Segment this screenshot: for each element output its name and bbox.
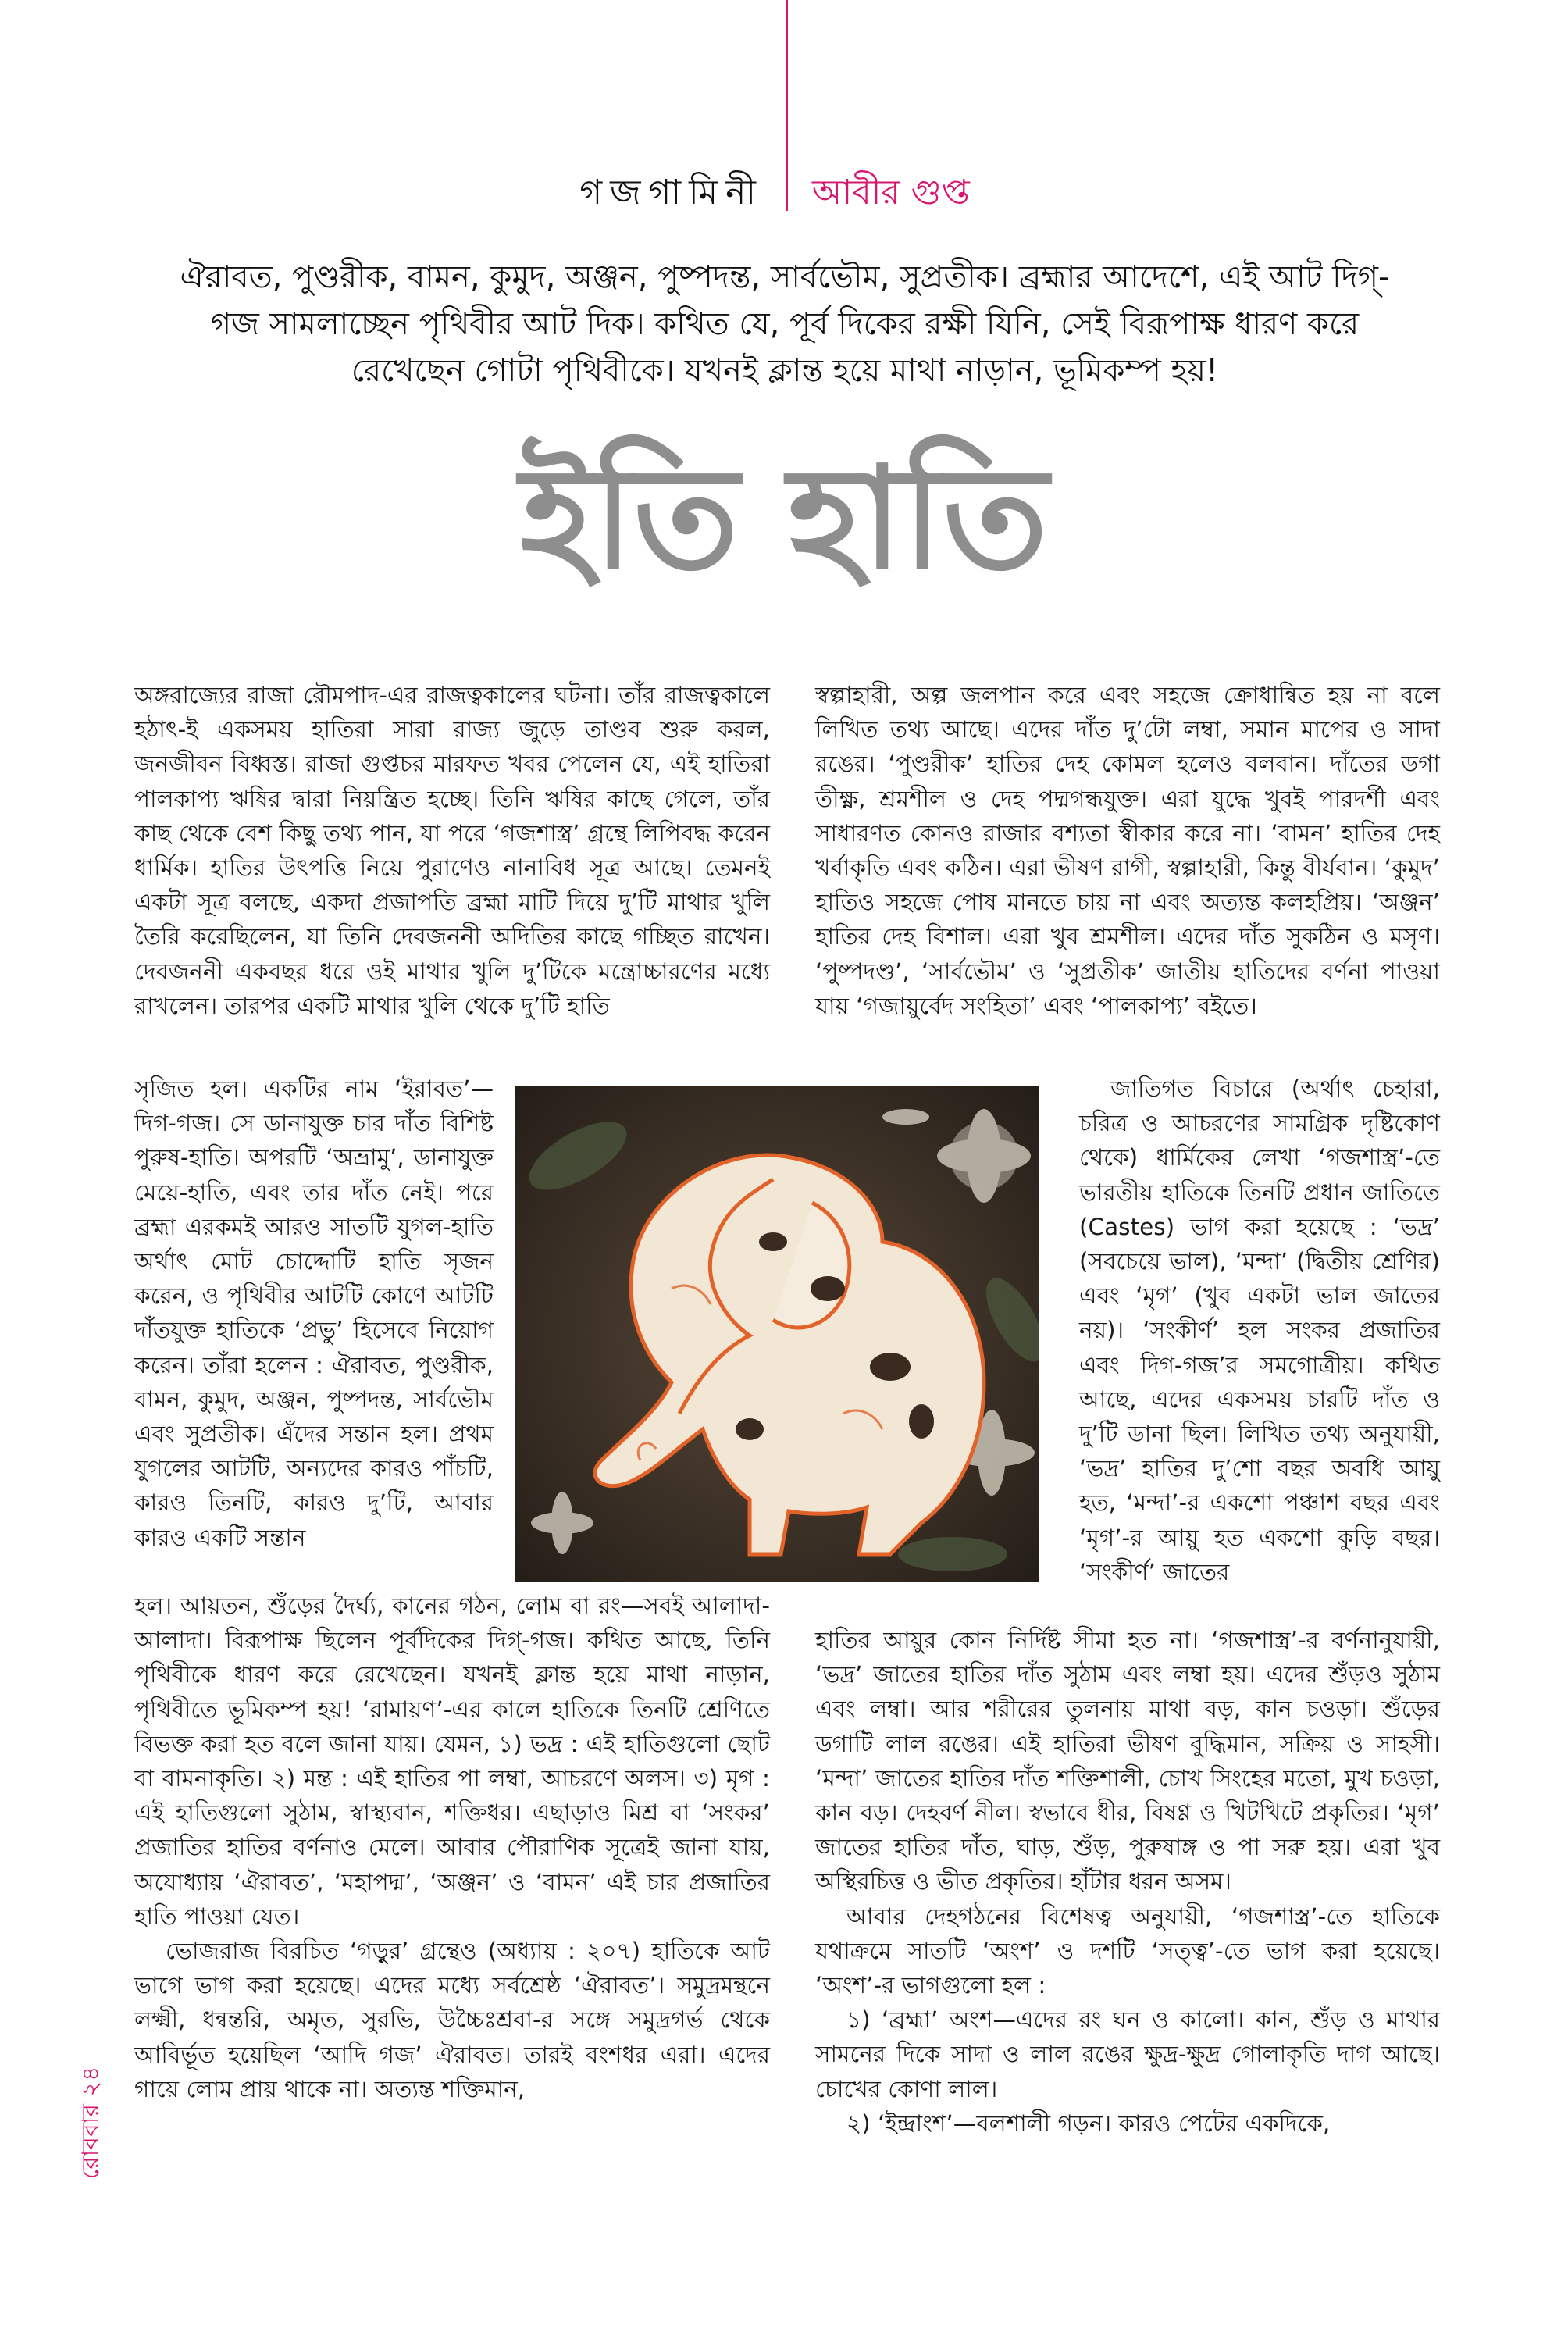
paragraph: হল। আয়তন, শুঁড়ের দৈর্ঘ্য, কানের গঠন, লোম বা রং—সবই আলাদা-আলাদা। বিরূপাক্ষ ছিলেন পূর্বদিকের দিগ্-গজ। কথিত আছে, তিনি পৃথিবীকে ধারণ করে রেখেছেন। যখনই ক্লান্ত হয়ে মাথা নাড়ান, পৃথিবীতে ভূমিকম্প হয়! ‘রামায়ণ’-এর কালে হাতিকে তিনটি শ্রেণিতে বিভক্ত করা হত বলে জানা যায়। যেমন, ১) ভদ্র : এই হাতিগুলো ছোট বা বামনাকৃতি। ২) মন্ত : এই হাতির পা লম্বা, আচরণে অলস। ৩) মৃগ : এই হাতিগুলো সুঠাম, স্বাস্থ্যবান, শক্তিধর। এছাড়াও মিশ্র বা ‘সংকর’ প্রজাতির হাতির বর্ণনাও মেলে। আবার পৌরাণিক সূত্রেই জানা যায়, অযোধ্যায় ‘ঐরাবত’, ‘মহাপদ্ম’, ‘অঞ্জন’ ও ‘বামন’ এই চার প্রজাতির হাতি পাওয়া যেত। [134, 1592, 770, 1930]
paragraph: ভোজরাজ বিরচিত ‘গড়ুর’ গ্রন্থেও (অধ্যায় : ২০৭) হাতিকে আট ভাগে ভাগ করা হয়েছে। এদের মধ্যে সর্বশ্রেষ্ঠ ‘ঐরাবত’। সমুদ্রমন্থনে লক্ষ্মী, ধন্বন্তরি, অমৃত, সুরভি, উচ্চৈঃশ্রবা-র সঙ্গে সমুদ্রগর্ভ থেকে আবির্ভূত হয়েছিল ‘আদি গজ’ ঐরাবত। তারই বংশধর এরা। এদের গায়ে লোম প্রায় থাকে না। অত্যন্ত শক্তিমান, [134, 1938, 770, 2102]
elephant-painting [515, 1086, 1039, 1582]
column-1-wrap [134, 1072, 494, 1555]
article-title: ইতি হাতি [519, 437, 1049, 601]
paragraph: হাতির আয়ুর কোন নির্দিষ্ট সীমা হত না। ‘গজশাস্ত্র’-র বর্ণনানুযায়ী, ‘ভদ্র’ জাতের হাতির দাঁত সুঠাম এবং লম্বা হয়। এদের শুঁড়ও সুঠাম এবং লম্বা। আর শরীরের তুলনায় মাথা বড়, কান চওড়া। শুঁড়ের ডগাটি লাল রঙের। এই হাতিরা ভীষণ বুদ্ধিমান, সক্রিয় ও সাহসী। ‘মন্দা’ জাতের হাতির দাঁত শক্তিশালী, চোখ সিংহের মতো, মুখ চওড়া, কান বড়। দেহবর্ণ নীল। স্বভাবে ধীর, বিষণ্ণ ও খিটখিটে প্রকৃতির। ‘মৃগ’ জাতের হাতির দাঁত, ঘাড়, শুঁড়, পুরুষাঙ্গ ও পা সরু হয়। এরা খুব অস্থিরচিত্ত ও ভীত প্রকৃতির। হাঁটার ধরন অসম। [815, 1627, 1440, 1895]
column-2-top [815, 678, 1440, 1023]
series-name: গজগামিনী [579, 173, 764, 212]
column-1-bottom [134, 1589, 770, 2106]
paragraph: সৃজিত হল। একটির নাম ‘ইরাবত’—দিগ-গজ। সে ডানাযুক্ত চার দাঁত বিশিষ্ট পুরুষ-হাতি। অপরটি ‘অভ্রামু’, ডানাযুক্ত মেয়ে-হাতি, এবং তার দাঁত নেই। পরে ব্রহ্মা এরকমই আরও সাতটি যুগল-হাতি অর্থাৎ মোট চোদ্দোটি হাতি সৃজন করেন, ও পৃথিবীর আটটি কোণে আটটি দাঁতযুক্ত হাতিকে ‘প্রভু’ হিসেবে নিয়োগ করেন। তাঁরা হলেন : ঐরাবত, পুণ্ডরীক, বামন, কুমুদ, অঞ্জন, পুষ্পদন্ত, সার্বভৌম এবং সুপ্রতীক। এঁদের সন্তান হল। প্রথম যুগলের আটটি, অন্যদের কারও পাঁচটি, কারও তিনটি, কারও দু’টি, আবার কারও একটি সন্তান [134, 1075, 494, 1551]
paragraph: জাতিগত বিচারে (অর্থাৎ চেহারা, চরিত্র ও আচরণের সামগ্রিক দৃষ্টিকোণ থেকে) ধার্মিকের লেখা ‘গজশাস্ত্র’-তে ভারতীয় হাতিকে তিনটি প্রধান জাতিতে (Castes) ভাগ করা হয়েছে : ‘ভদ্র’ (সবচেয়ে ভাল), ‘মন্দা’ (দ্বিতীয় শ্রেণির) এবং ‘মৃগ’ (খুব একটা ভাল জাতের নয়)। ‘সংকীর্ণ’ হল সংকর প্রজাতির এবং দিগ-গজ’র সমগোত্রীয়। কথিত আছে, এদের একসময় চারটি দাঁত ও দু’টি ডানা ছিল। লিখিত তথ্য অনুযায়ী, ‘ভদ্র’ হাতির দু’শো বছর অবধি আয়ু হত, ‘মন্দা’-র একশো পঞ্চাশ বছর এবং ‘মৃগ’-র আয়ু হত একশো কুড়ি বছর। ‘সংকীর্ণ’ জাতের [1079, 1075, 1440, 1585]
article-heading [0, 160, 1568, 223]
column-2-bottom [815, 1623, 1440, 2141]
paragraph: ১) ‘ব্রহ্মা’ অংশ—এদের রং ঘন ও কালো। কান, শুঁড় ও মাথার সামনের দিকে সাদা ও লাল রঙের ক্ষুদ্র-ক্ষুদ্র গোলাকৃতি দাগ আছে। চোখের কোণা লাল। [815, 2006, 1440, 2102]
elephant-painting-graphic [515, 1086, 1039, 1582]
column-2-wrap [1079, 1072, 1440, 1589]
paragraph: আবার দেহগঠনের বিশেষত্ব অনুযায়ী, ‘গজশাস্ত্র’-তে হাতিকে যথাক্রমে সাতটি ‘অংশ’ ও দশটি ‘সত্ত্ব’-তে ভাগ করা হয়েছে। ‘অংশ’-র ভাগগুলো হল : [815, 1902, 1440, 1999]
column-1-top [134, 678, 770, 1023]
lead-paragraph: ঐরাবত, পুণ্ডরীক, বামন, কুমুদ, অঞ্জন, পুষ্পদন্ত, সার্বভৌম, সুপ্রতীক। ব্রহ্মার আদেশে, এই আট দিগ্-গজ সামলাচ্ছেন পৃথিবীর আট দিক। কথিত যে, পূর্ব দিকের রক্ষী যিনি, সেই বিরূপাক্ষ ধারণ করে রেখেছেন গোটা পৃথিবীকে। যখনই ক্লান্ত হয়ে মাথা নাড়ান, ভূমিকম্প হয়! [180, 259, 1390, 389]
paragraph: অঙ্গরাজ্যের রাজা রৌমপাদ-এর রাজত্বকালের ঘটনা। তাঁর রাজত্বকালে হঠাৎ-ই একসময় হাতিরা সারা রাজ্য জুড়ে তাণ্ডব শুরু করল, জনজীবন বিধ্বস্ত। রাজা গুপ্তচর মারফত খবর পেলেন যে, এই হাতিরা পালকাপ্য ঋষির দ্বারা নিয়ন্ত্রিত হচ্ছে। তিনি ঋষির কাছে গেলে, তাঁর কাছ থেকে বেশ কিছু তথ্য পান, যা পরে ‘গজশাস্ত্র’ গ্রন্থে লিপিবদ্ধ করেন ধার্মিক। হাতির উৎপত্তি নিয়ে পুরাণেও নানাবিধ সূত্র আছে। তেমনই একটা সূত্র বলছে, একদা প্রজাপতি ব্রহ্মা মাটি দিয়ে দু’টি মাথার খুলি তৈরি করেছিলেন, যা তিনি দেবজননী অদিতির কাছে গচ্ছিত রাখেন। দেবজননী একবছর ধরে ওই মাথার খুলি দু’টিকে মন্ত্রোচ্চারণের মধ্যে রাখলেন। তারপর একটি মাথার খুলি থেকে দু’টি হাতি [134, 682, 770, 1019]
author-name: আবীর গুপ্ত [812, 173, 970, 212]
paragraph: ২) ‘ইন্দ্রাংশ’—বলশালী গড়ন। কারও পেটের একদিকে, [846, 2109, 1331, 2137]
page-folio: রোববার ২৪ [77, 2066, 105, 2179]
paragraph: স্বল্পাহারী, অল্প জলপান করে এবং সহজে ক্রোধান্বিত হয় না বলে লিখিত তথ্য আছে। এদের দাঁত দু’টো লম্বা, সমান মাপের ও সাদা রঙের। ‘পুণ্ডরীক’ হাতির দেহ কোমল হলেও বলবান। দাঁতের ডগা তীক্ষ্ণ, শ্রমশীল ও দেহ পদ্মগন্ধযুক্ত। এরা যুদ্ধে খুবই পারদর্শী এবং সাধারণত কোনও রাজার বশ্যতা স্বীকার করে না। ‘বামন’ হাতির দেহ খর্বাকৃতি এবং কঠিন। এরা ভীষণ রাগী, স্বল্পাহারী, কিন্তু বীর্যবান। ‘কুমুদ’ হাতিও সহজে পোষ মানতে চায় না এবং অত্যন্ত কলহপ্রিয়। ‘অঞ্জন’ হাতির দেহ বিশাল। এরা খুব শ্রমশীল। এদের দাঁত সুকঠিন ও মসৃণ। ‘পুষ্পদণ্ড’, ‘সার্বভৌম’ ও ‘সুপ্রতীক’ জাতীয় হাতিদের বর্ণনা পাওয়া যায় ‘গজায়ুর্বেদ সংহিতা’ এবং ‘পালকাপ্য’ বইতে। [815, 682, 1440, 1019]
